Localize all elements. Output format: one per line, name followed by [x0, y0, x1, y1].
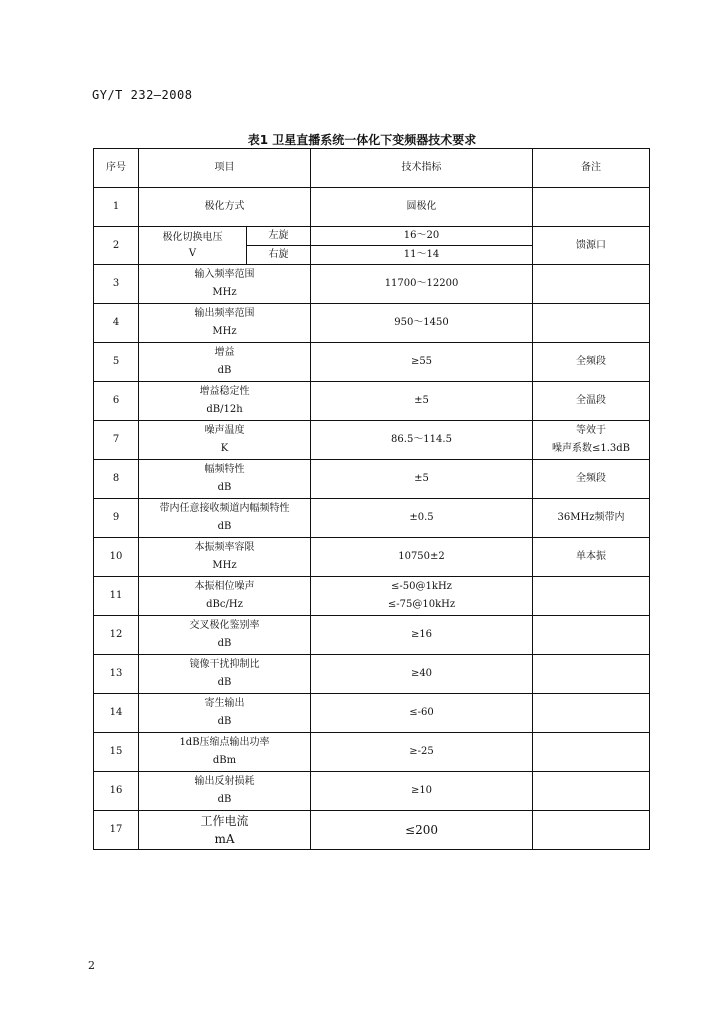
spec-table: [93, 148, 650, 850]
row-index: 7: [94, 421, 139, 460]
row-spec-value: ≥40: [410, 668, 433, 679]
row-index: 2: [94, 227, 139, 265]
row-index: 17: [94, 811, 139, 850]
row-item-name: 本振频率容限: [194, 542, 255, 553]
table-row: [94, 655, 650, 694]
row-item-name: 镜像干扰抑制比: [189, 659, 260, 670]
row-note: [533, 694, 650, 733]
row-item-name: 增益稳定性: [199, 386, 250, 397]
row-item: [139, 265, 311, 304]
row-index: 3: [94, 265, 139, 304]
row-spec-value: ≤-60: [409, 707, 434, 718]
row-spec: [311, 694, 533, 733]
row-note: [533, 421, 650, 460]
row-note-line: 噪声系数≤1.3dB: [551, 443, 631, 454]
row-spec-value: ≥16: [410, 629, 433, 640]
row-item-unit: V: [188, 247, 197, 259]
table-row: [94, 460, 650, 499]
row-item-unit: mA: [214, 832, 235, 846]
row-item-name: 极化切换电压: [162, 231, 223, 243]
row-note-value: 全频段: [576, 473, 606, 484]
table-row: [94, 188, 650, 227]
row-item: [139, 421, 311, 460]
table-row: [94, 538, 650, 577]
row-note: [533, 733, 650, 772]
row-index: 4: [94, 304, 139, 343]
row-spec-value: ±0.5: [409, 512, 434, 523]
row-spec-left: 16～20: [311, 227, 533, 246]
row-index: 5: [94, 343, 139, 382]
table-row: [94, 733, 650, 772]
row-note: [533, 499, 650, 538]
row-item-unit: MHz: [212, 326, 237, 337]
row-item-name: 寄生输出: [204, 698, 245, 709]
table-header-row: [94, 149, 650, 188]
row-spec: [311, 499, 533, 538]
row-index: 11: [94, 577, 139, 616]
row-spec-value: ≥-25: [409, 746, 434, 757]
row-item-unit: MHz: [212, 287, 237, 298]
row-item-name: 带内任意接收频道内幅频特性: [159, 503, 290, 514]
row-item-unit: dB: [217, 794, 232, 805]
row-note-value: 全温段: [576, 395, 606, 406]
row-item-unit: dB/12h: [206, 404, 243, 415]
table-row: [94, 227, 650, 246]
row-item-name: 输出频率范围: [194, 308, 255, 319]
row-subitem-right: 右旋: [247, 246, 311, 265]
row-spec-value: 11700～12200: [384, 278, 459, 289]
row-index: 10: [94, 538, 139, 577]
row-item-name: 1dB压缩点输出功率: [179, 737, 270, 748]
row-item-name: 工作电流: [200, 814, 249, 828]
row-item: [139, 577, 311, 616]
row-item: [139, 811, 311, 850]
row-spec: [311, 343, 533, 382]
row-spec: [311, 460, 533, 499]
header-item: 项目: [139, 149, 311, 188]
row-note: [533, 772, 650, 811]
row-item: [139, 733, 311, 772]
row-item-unit: K: [220, 443, 229, 454]
row-item: [139, 538, 311, 577]
row-spec-line: ≤-50@1kHz: [391, 581, 452, 592]
row-spec: [311, 382, 533, 421]
row-item-unit: dB: [217, 677, 232, 688]
table-row: [94, 421, 650, 460]
table-row: [94, 577, 650, 616]
row-spec-right: 11～14: [311, 246, 533, 265]
row-item: [139, 655, 311, 694]
row-note: [533, 188, 650, 227]
row-spec: [311, 811, 533, 850]
row-spec: [311, 733, 533, 772]
table-row: [94, 265, 650, 304]
row-note: [533, 460, 650, 499]
table-row: [94, 499, 650, 538]
row-item-unit: dB: [217, 716, 232, 727]
header-note: 备注: [533, 149, 650, 188]
row-item-unit: dB: [217, 521, 232, 532]
row-item-name: 交叉极化鉴别率: [189, 620, 260, 631]
header-spec: 技术指标: [311, 149, 533, 188]
row-index: 15: [94, 733, 139, 772]
row-item: [139, 227, 247, 265]
row-spec-value: ±5: [414, 395, 429, 406]
header-index: 序号: [94, 149, 139, 188]
table-row: [94, 811, 650, 850]
row-spec-value: ≥10: [410, 785, 433, 796]
row-index: 1: [94, 188, 139, 227]
row-spec-value: 86.5～114.5: [391, 434, 452, 445]
row-item: [139, 499, 311, 538]
row-note-value: 单本振: [576, 551, 606, 562]
standard-code: GY/T 232—2008: [92, 88, 193, 102]
row-index: 9: [94, 499, 139, 538]
row-spec: [311, 265, 533, 304]
table-row: [94, 382, 650, 421]
row-item: [139, 460, 311, 499]
row-spec-value: 10750±2: [398, 551, 445, 562]
row-item: [139, 772, 311, 811]
row-spec-line: ≤-75@10kHz: [387, 599, 456, 610]
row-spec: [311, 655, 533, 694]
page-number: 2: [88, 959, 95, 972]
table-row: [94, 694, 650, 733]
row-spec-value: ≥55: [410, 356, 433, 367]
row-index: 16: [94, 772, 139, 811]
row-note-line: 等效于: [576, 425, 606, 436]
row-note: [533, 616, 650, 655]
row-spec: [311, 616, 533, 655]
row-note: [533, 382, 650, 421]
row-note: [533, 343, 650, 382]
row-item: [139, 616, 311, 655]
row-item-name: 幅频特性: [204, 464, 245, 475]
row-spec-value: ±5: [414, 473, 429, 484]
table-row: [94, 772, 650, 811]
row-spec: 圆极化: [311, 188, 533, 227]
row-item: 极化方式: [139, 188, 311, 227]
row-spec: [311, 304, 533, 343]
row-spec-value: 950～1450: [394, 317, 449, 328]
row-index: 8: [94, 460, 139, 499]
row-index: 6: [94, 382, 139, 421]
row-spec: [311, 577, 533, 616]
row-item-unit: dB: [217, 482, 232, 493]
row-note: [533, 304, 650, 343]
row-item-unit: dBc/Hz: [206, 599, 243, 610]
row-item-unit: dBm: [212, 755, 237, 766]
row-subitem-left: 左旋: [247, 227, 311, 246]
row-item-unit: dB: [217, 365, 232, 376]
row-item-name: 噪声温度: [204, 425, 245, 436]
row-item: [139, 382, 311, 421]
row-note: [533, 538, 650, 577]
row-note: [533, 655, 650, 694]
row-note: [533, 577, 650, 616]
row-spec: [311, 772, 533, 811]
row-note-value: 36MHz频带内: [557, 512, 625, 523]
row-note: [533, 811, 650, 850]
table-row: [94, 343, 650, 382]
row-note: [533, 265, 650, 304]
row-item-name: 输入频率范围: [194, 269, 255, 280]
row-spec: [311, 538, 533, 577]
row-item: [139, 694, 311, 733]
row-note-value: 全频段: [576, 356, 606, 367]
row-spec-value: ≤200: [405, 823, 438, 837]
row-item: [139, 304, 311, 343]
row-note: 馈源口: [533, 227, 650, 265]
row-item-name: 输出反射损耗: [194, 776, 255, 787]
row-item-name: 本振相位噪声: [194, 581, 255, 592]
row-item-name: 增益: [214, 347, 235, 358]
row-item-unit: dB: [217, 638, 232, 649]
row-item: [139, 343, 311, 382]
row-index: 14: [94, 694, 139, 733]
table-row: [94, 304, 650, 343]
row-index: 13: [94, 655, 139, 694]
row-index: 12: [94, 616, 139, 655]
table-title: 表1 卫星直播系统一体化下变频器技术要求: [247, 133, 477, 147]
row-item-unit: MHz: [212, 560, 237, 571]
table-row: [94, 616, 650, 655]
row-spec: [311, 421, 533, 460]
